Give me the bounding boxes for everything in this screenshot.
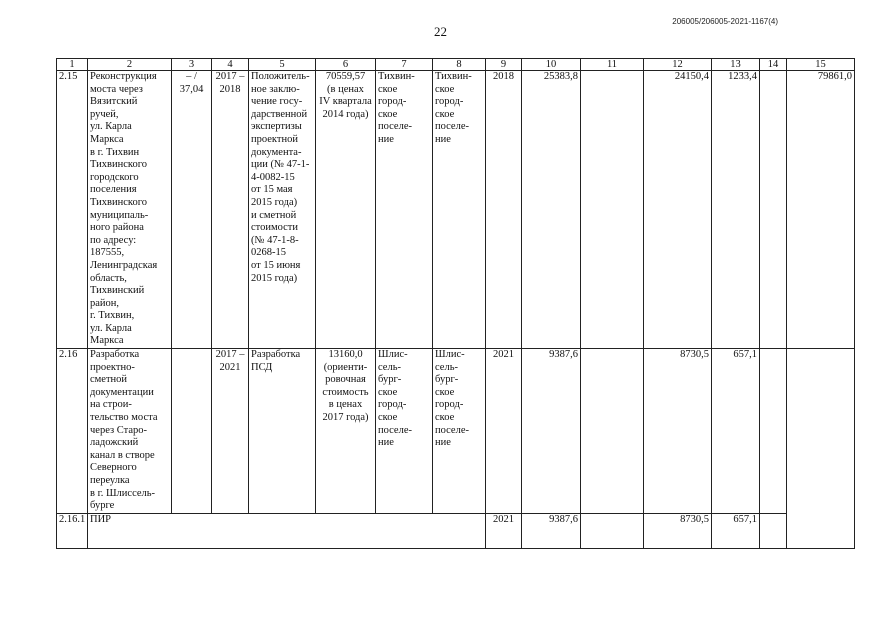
period: 2017 – 2021 <box>212 349 249 514</box>
column-number: 11 <box>581 59 644 71</box>
subitem-name: ПИР <box>88 513 486 548</box>
regional-funding: 8730,5 <box>644 349 712 514</box>
column-number: 3 <box>172 59 212 71</box>
owner: Шлис- сель- бург- ское город- ское поселе- ние <box>433 349 486 514</box>
object-name: Реконструкция моста через Вязитский ручей, ул. Карла Маркса в г. Тихвин Тихвинского городского поселения Тихвинского муниципаль- ного района по адресу: 187555, Ленинградская область, Тихвинский район, г. Тихвин, ул. Карла Маркса <box>88 71 172 349</box>
column-number: 2 <box>88 59 172 71</box>
column-number: 8 <box>433 59 486 71</box>
year: 2018 <box>486 71 522 349</box>
estimated-cost: 13160,0 (ориенти- ровочная стоимость в ценах 2017 года) <box>316 349 376 514</box>
capacity: – / 37,04 <box>172 71 212 349</box>
table-row <box>57 349 855 514</box>
regional-funding: 8730,5 <box>644 513 712 548</box>
column-number-row <box>57 59 855 71</box>
owner: Тихвин- ское город- ское поселе- ние <box>433 71 486 349</box>
regional-funding: 24150,4 <box>644 71 712 349</box>
column-number: 15 <box>787 59 855 71</box>
row-number: 2.16.1 <box>57 513 88 548</box>
estimated-cost: 70559,57 (в ценах IV квартала 2014 года) <box>316 71 376 349</box>
total-funding: 9387,6 <box>522 349 581 514</box>
document-code: 206005/206005-2021-1167(4) <box>672 17 778 26</box>
row-number: 2.16 <box>57 349 88 514</box>
local-funding: 657,1 <box>712 513 760 548</box>
remaining-cost-empty <box>787 349 855 549</box>
customer: Тихвин- ское город- ское поселе- ние <box>376 71 433 349</box>
column-number: 6 <box>316 59 376 71</box>
local-funding: 1233,4 <box>712 71 760 349</box>
period: 2017 – 2018 <box>212 71 249 349</box>
local-funding: 657,1 <box>712 349 760 514</box>
column-number: 10 <box>522 59 581 71</box>
funding-col-11 <box>581 71 644 349</box>
program-table <box>56 58 855 549</box>
remaining-cost: 79861,0 <box>787 71 855 349</box>
funding-col-14 <box>760 513 787 548</box>
documentation-status: Разработка ПСД <box>249 349 316 514</box>
capacity <box>172 349 212 514</box>
column-number: 5 <box>249 59 316 71</box>
customer: Шлис- сель- бург- ское город- ское поселе- ние <box>376 349 433 514</box>
column-number: 1 <box>57 59 88 71</box>
row-number: 2.15 <box>57 71 88 349</box>
table-row <box>57 71 855 349</box>
column-number: 12 <box>644 59 712 71</box>
column-number: 14 <box>760 59 787 71</box>
funding-col-11 <box>581 349 644 514</box>
year: 2021 <box>486 349 522 514</box>
funding-col-14 <box>760 349 787 514</box>
page-number: 22 <box>434 24 447 39</box>
object-name: Разработка проектно- сметной документации на строи- тельство моста через Старо- ладожский канал в створе Северного переулка в г. Шлиссель- бурге <box>88 349 172 514</box>
column-number: 7 <box>376 59 433 71</box>
table-row <box>57 513 855 548</box>
total-funding: 25383,8 <box>522 71 581 349</box>
documentation-status: Положитель- ное заклю- чение госу- дарственной экспертизы проектной документа- ции (№ 47-1- 4-0082-15 от 15 мая 2015 года) и сметной стоимости (№ 47-1-8- 0268-15 от 15 июня 2015 года) <box>249 71 316 349</box>
column-number: 13 <box>712 59 760 71</box>
total-funding: 9387,6 <box>522 513 581 548</box>
column-number: 4 <box>212 59 249 71</box>
funding-col-11 <box>581 513 644 548</box>
funding-col-14 <box>760 71 787 349</box>
year: 2021 <box>486 513 522 548</box>
column-number: 9 <box>486 59 522 71</box>
